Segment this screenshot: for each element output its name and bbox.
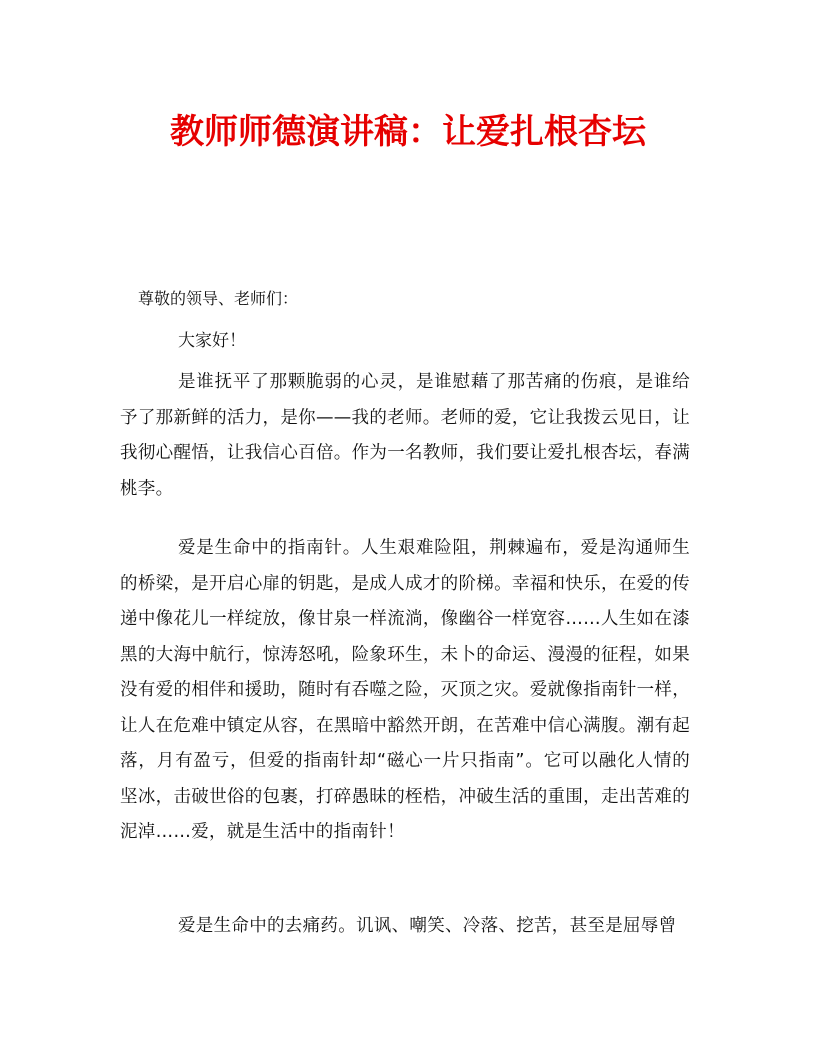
paragraph-1: 是谁抚平了那颗脆弱的心灵，是谁慰藉了那苦痛的伤痕，是谁给予了那新鲜的活力，是你——我的老师。老师的爱，它让我拨云见日，让我彻心醒悟，让我信心百倍。作为一名教师，我们要让爱扎根杏坛，春满桃李。 [120, 372, 690, 499]
hello-line: 大家好！ [178, 331, 246, 351]
document-title: 教师师德演讲稿：让爱扎根杏坛 [170, 112, 646, 152]
paragraph-2: 爱是生命中的指南针。人生艰难险阻，荆棘遍布，爱是沟通师生的桥梁，是开启心扉的钥匙，是成人成才的阶梯。幸福和快乐，在爱的传递中像花儿一样绽放，像甘泉一样流淌，像幽谷一样宽容……人生如在漆黑的大海中航行，惊涛怒吼，险象环生，未卜的命运、漫漫的征程，如果没有爱的相伴和援助，随时有吞噬之险，灭顶之灾。爱就像指南针一样，让人在危难中镇定从容，在黑暗中豁然开朗，在苦难中信心满腹。潮有起落，月有盈亏，但爱的指南针却“磁心一片只指南”。它可以融化人情的坚冰，击破世俗的包裹，打碎愚昧的桎梏，冲破生活的重围，走出苦难的泥淖……爱，就是生活中的指南针！ [120, 538, 690, 842]
greeting-line: 尊敬的领导、老师们： [138, 289, 299, 308]
paragraph-3: 爱是生命中的去痛药。讥讽、嘲笑、冷落、挖苦，甚至是屈辱曾 [178, 916, 677, 936]
